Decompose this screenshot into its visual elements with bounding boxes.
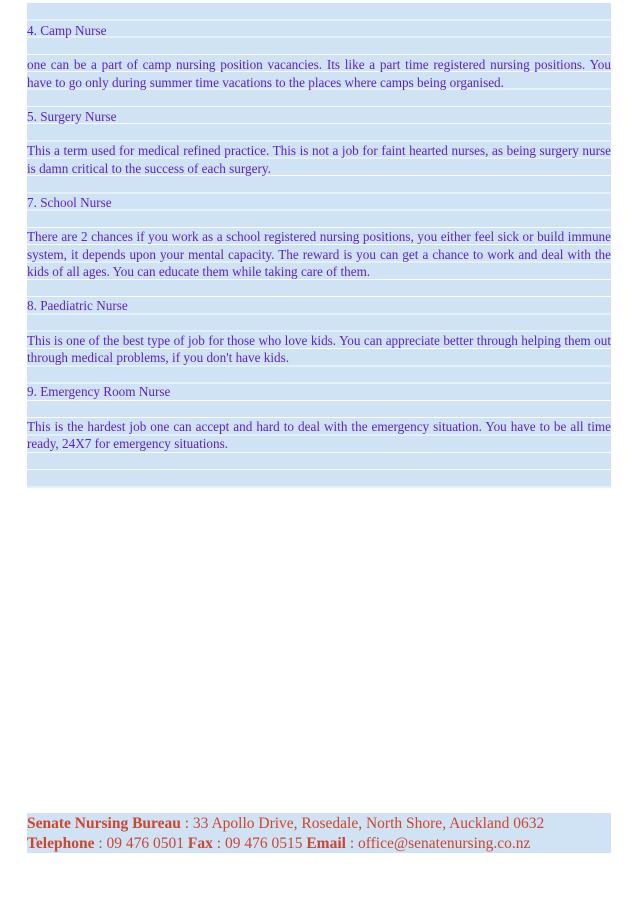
footer-contact-line bbox=[27, 834, 530, 854]
section-body-emergency-room-nurse: This is the hardest job one can accept and hard to deal with the emergency situation. You have to be all time ready, 24X7 for emergency situations. bbox=[27, 418, 611, 451]
footer-telephone-value: : 09 476 0501 bbox=[94, 835, 188, 852]
content-block bbox=[27, 3, 611, 488]
footer-fax-label: Fax bbox=[187, 835, 213, 852]
footer-org-name: Senate Nursing Bureau bbox=[27, 815, 181, 832]
footer-address-line bbox=[27, 814, 544, 834]
section-heading-surgery-nurse: 5. Surgery Nurse bbox=[27, 108, 117, 124]
footer-email-value: : office@senatenursing.co.nz bbox=[345, 835, 531, 852]
content-text bbox=[27, 22, 611, 469]
footer-telephone-label: Telephone bbox=[27, 835, 95, 852]
footer-email-label: Email bbox=[306, 835, 346, 852]
footer-fax-value: : 09 476 0515 bbox=[212, 835, 307, 852]
footer-contact bbox=[27, 813, 611, 853]
section-heading-school-nurse: 7. School Nurse bbox=[27, 194, 112, 210]
section-body-school-nurse: There are 2 chances if you work as a school registered nursing positions, you either feel sick or build immune system, it depends upon your mental capacity. The reward is you can get a chance to work and deal with the kids of all ages. You can educate them while taking care of them. bbox=[27, 229, 611, 279]
section-heading-emergency-room-nurse: 9. Emergency Room Nurse bbox=[27, 384, 171, 400]
section-body-camp-nurse: one can be a part of camp nursing position vacancies. Its like a part time registered nursing positions. You have to go only during summer time vacations to the places where camps being organised. bbox=[27, 57, 611, 90]
footer-address: : 33 Apollo Drive, Rosedale, North Shore, Auckland 0632 bbox=[180, 815, 545, 832]
section-heading-paediatric-nurse: 8. Paediatric Nurse bbox=[27, 298, 128, 314]
section-heading-camp-nurse: 4. Camp Nurse bbox=[27, 23, 107, 38]
section-body-paediatric-nurse: This is one of the best type of job for those who love kids. You can appreciate better through helping them out through medical problems, if you don't have kids. bbox=[27, 332, 611, 365]
section-body-surgery-nurse: This a term used for medical refined practice. This is not a job for faint hearted nurses, as being surgery nurse is damn critical to the success of each surgery. bbox=[27, 143, 611, 176]
